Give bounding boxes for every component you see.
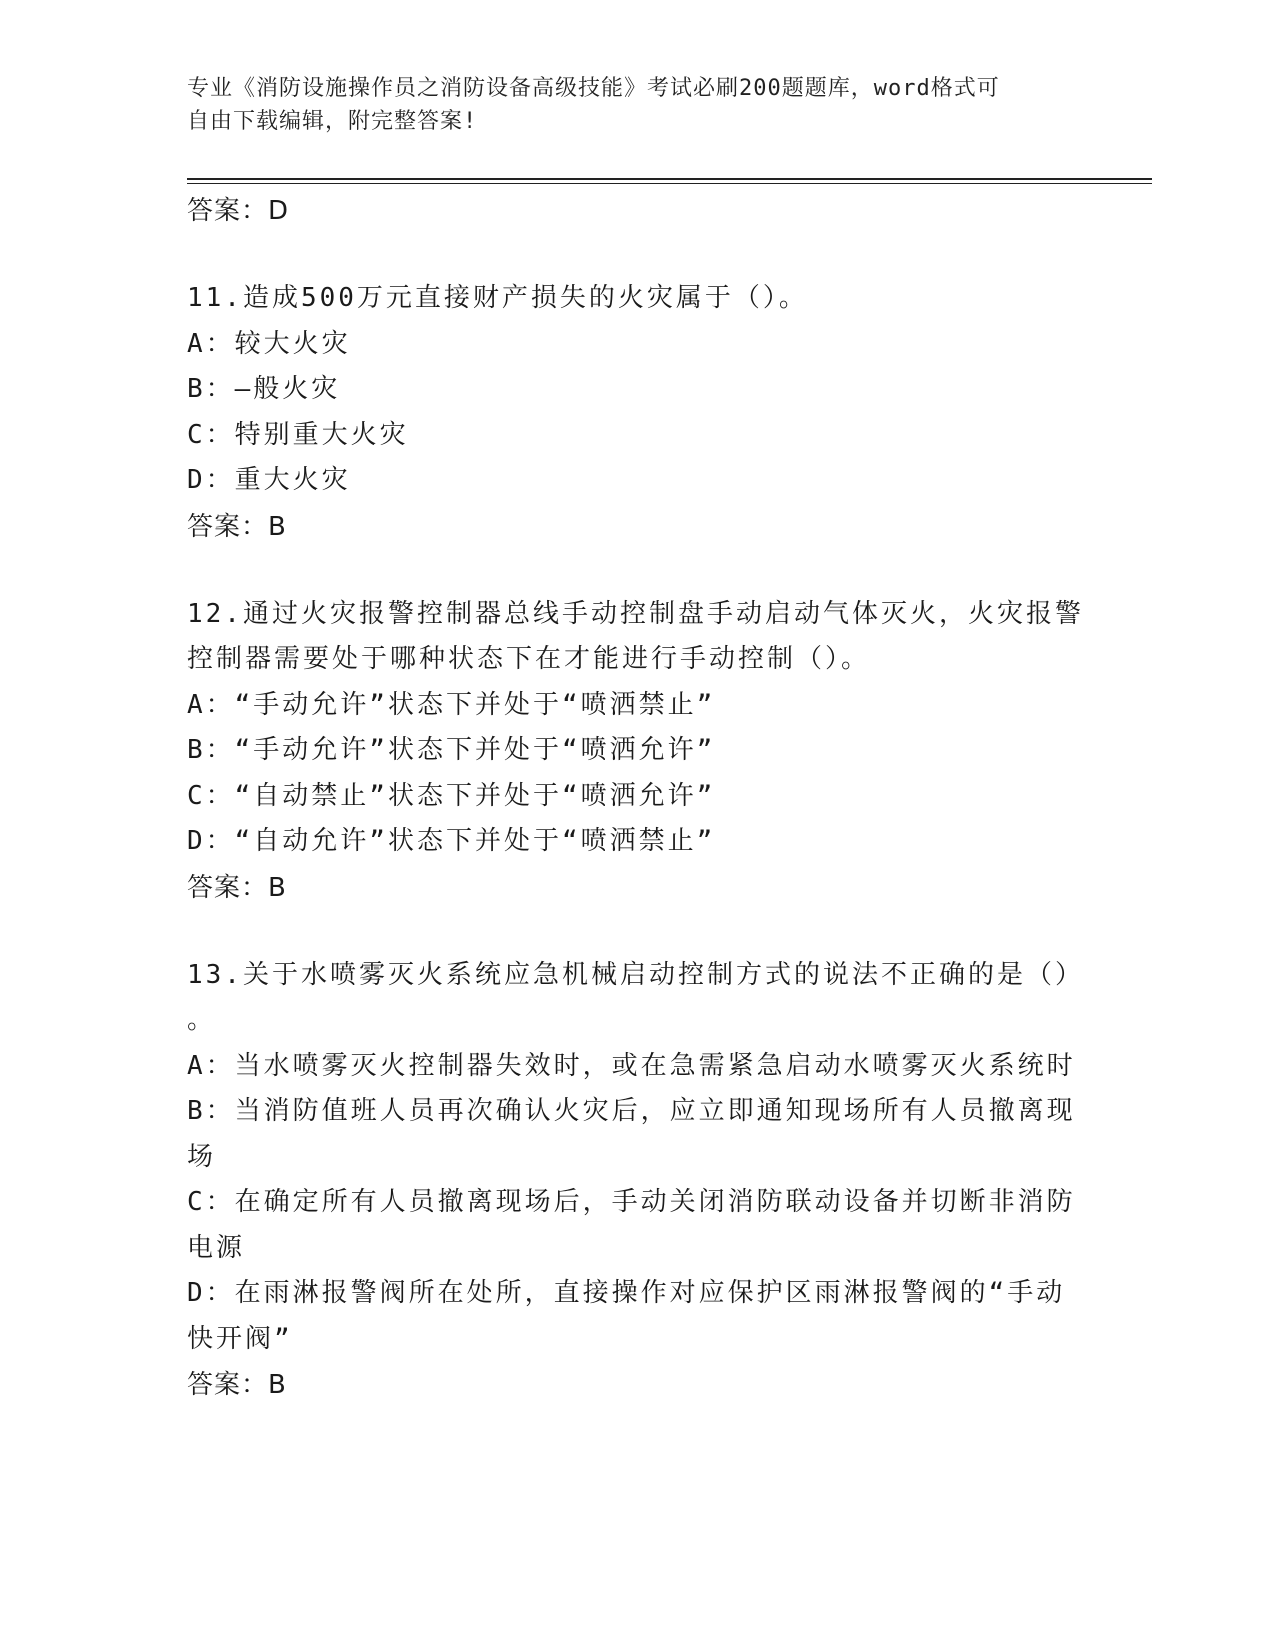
option-b: B：—般火灾 <box>187 374 341 404</box>
option-b: B：“手动允许”状态下并处于“喷洒允许” <box>187 735 716 765</box>
option-b: 场 <box>187 1141 217 1172</box>
answer: 答案：B <box>187 1370 287 1400</box>
question-12 <box>187 592 1087 911</box>
option-d: D：重大火灾 <box>187 465 351 495</box>
option-a: A：“手动允许”状态下并处于“喷洒禁止” <box>187 689 716 720</box>
header-line: 专业《消防设施操作员之消防设备高级技能》考试必刷200题题库，word格式可 <box>187 76 1000 101</box>
option-c: C：特别重大火灾 <box>187 419 409 450</box>
header-line: 自由下载编辑，附完整答案! <box>187 109 478 134</box>
option-c: C：“自动禁止”状态下并处于“喷洒允许” <box>187 780 716 811</box>
answer: 答案：B <box>187 872 287 903</box>
option-d: D：在雨淋报警阀所在处所，直接操作对应保护区雨淋报警阀的“手动 <box>187 1278 1066 1308</box>
previous-answer: 答案：D <box>187 196 290 226</box>
question-13 <box>187 953 1087 1409</box>
question-stem: 13.关于水喷雾灭火系统应急机械启动控制方式的说法不正确的是（） <box>187 959 1084 990</box>
question-stem: 11.造成500万元直接财产损失的火灾属于（）。 <box>187 283 808 313</box>
answer: 答案：B <box>187 511 287 542</box>
header-divider <box>187 183 1152 184</box>
option-d: D：“自动允许”状态下并处于“喷洒禁止” <box>187 826 716 856</box>
question-stem: 。 <box>187 1005 217 1035</box>
document-body <box>187 188 1087 1408</box>
option-b: B：当消防值班人员再次确认火灾后，应立即通知现场所有人员撤离现 <box>187 1096 1076 1126</box>
document-header <box>187 72 1067 138</box>
header-divider <box>187 178 1152 180</box>
question-11 <box>187 276 1087 550</box>
option-d: 快开阀” <box>187 1323 293 1354</box>
question-stem: 控制器需要处于哪种状态下在才能进行手动控制（）。 <box>187 644 871 674</box>
option-c: C：在确定所有人员撤离现场后，手动关闭消防联动设备并切断非消防 <box>187 1187 1076 1217</box>
option-a: A：较大火灾 <box>187 328 351 359</box>
option-a: A：当水喷雾灭火控制器失效时，或在急需紧急启动水喷雾灭火系统时 <box>187 1050 1076 1081</box>
option-c: 电源 <box>187 1232 246 1263</box>
question-stem: 12.通过火灾报警控制器总线手动控制盘手动启动气体灭火，火灾报警 <box>187 598 1084 629</box>
